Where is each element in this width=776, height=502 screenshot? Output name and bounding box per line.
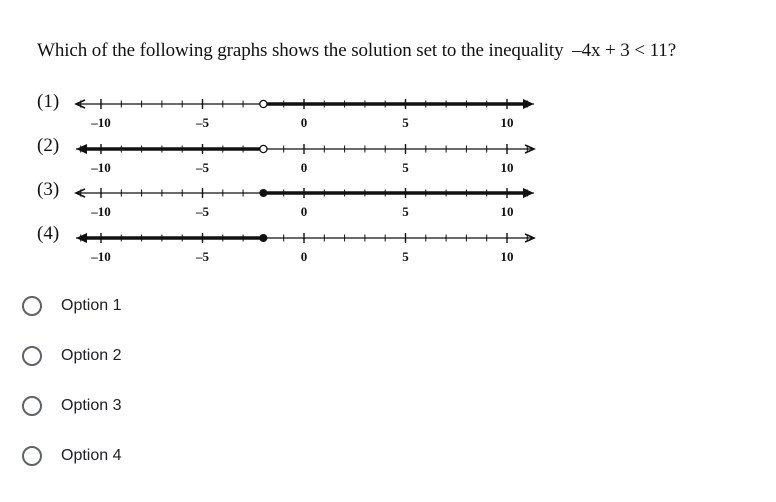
number-line-4-closed-endpoint: [259, 234, 267, 242]
graph-label-1: (1): [37, 91, 60, 112]
number-line-1-tick-label: 5: [402, 115, 409, 130]
radio-button-1[interactable]: [22, 296, 42, 316]
number-line-2-tick-label: –5: [196, 160, 209, 175]
number-line-3-right-arrow: [523, 188, 534, 198]
number-line-3-tick-label: 5: [402, 204, 409, 219]
number-line-2-left-arrow: [76, 144, 87, 154]
option-1[interactable]: [22, 293, 121, 319]
number-line-3-tick-label: –5: [196, 204, 209, 219]
graph-label-2: (2): [37, 135, 60, 156]
number-line-1-tick-label: 0: [300, 115, 308, 130]
number-line-1-right-arrow: [523, 99, 534, 109]
question-prompt: Which of the following graphs shows the solution set to the inequality: [37, 40, 564, 61]
number-line-3-tick-label: 0: [300, 204, 308, 219]
graph-label-3: (3): [37, 179, 60, 200]
number-line-1-tick-label: –10: [91, 115, 111, 130]
number-line-3-closed-endpoint: [259, 189, 267, 197]
number-line-4-left-arrow: [76, 233, 87, 243]
number-line-4-tick-label: –10: [91, 249, 111, 264]
number-line-2-tick-label: 5: [402, 160, 409, 175]
number-line-3-tick-label: –10: [91, 204, 111, 219]
option-2[interactable]: [22, 343, 121, 369]
number-line-1-tick-label: –5: [196, 115, 209, 130]
option-label-2: Option 2: [61, 347, 122, 364]
option-label-4: Option 4: [61, 447, 122, 464]
number-line-1-open-endpoint: [260, 100, 267, 107]
option-label-3: Option 3: [61, 397, 122, 414]
radio-button-4[interactable]: [22, 446, 42, 466]
number-line-4-tick-label: 0: [300, 249, 308, 264]
number-line-3-tick-label: 10: [500, 204, 514, 219]
number-line-4-tick-label: –5: [196, 249, 209, 264]
option-3[interactable]: [22, 393, 121, 419]
number-line-1-tick-label: 10: [500, 115, 514, 130]
radio-button-2[interactable]: [22, 346, 42, 366]
number-line-2-open-endpoint: [260, 145, 267, 152]
option-label-1: Option 1: [61, 297, 122, 314]
number-line-2-tick-label: 0: [300, 160, 308, 175]
question-inequality: –4x + 3 < 11?: [572, 40, 677, 61]
number-line-4-tick-label: 10: [500, 249, 514, 264]
radio-button-3[interactable]: [22, 396, 42, 416]
number-line-2-tick-label: –10: [91, 160, 111, 175]
number-line-4-tick-label: 5: [402, 249, 409, 264]
number-line-2-tick-label: 10: [500, 160, 514, 175]
option-4[interactable]: [22, 443, 121, 469]
graph-label-4: (4): [37, 223, 60, 244]
